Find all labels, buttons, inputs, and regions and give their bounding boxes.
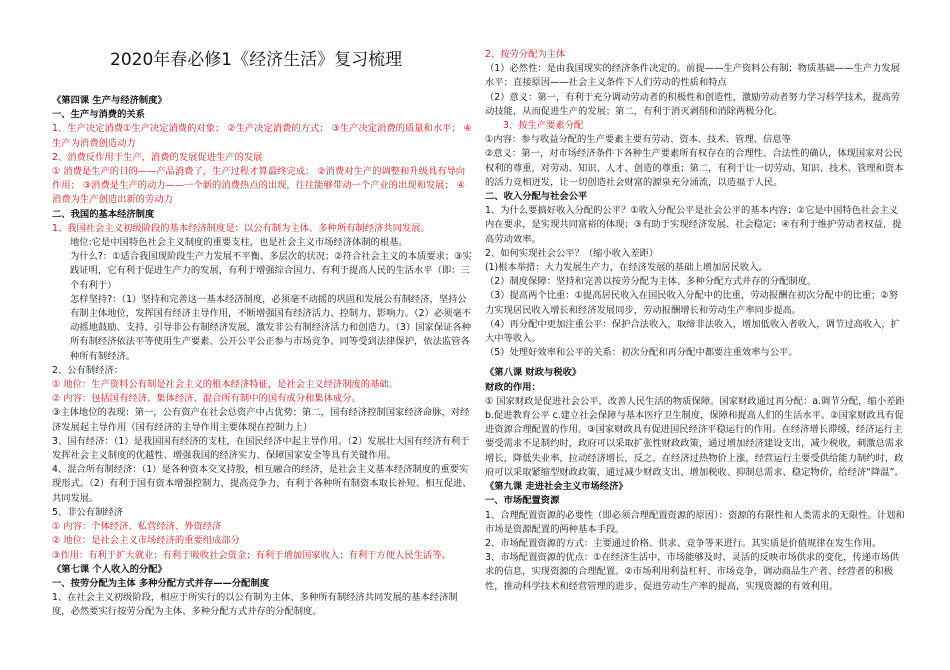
paragraph: 地位:它是中国特色社会主义制度的重要支柱，也是社会主义市场经济体制的根基。 [70,237,408,249]
paragraph: ② 内容：包括国有经济、集体经济、混合所有制中的国有成分和集体成分。 [52,393,361,405]
paragraph: 1、生产决定消费①生产决定消费的对象； ②生产决定消费的方式； ③生产决定消费的质量和水平； ④生产为消费创造动力 [52,123,472,149]
paragraph: ① 消费是生产的目的——产品消费了，生产过程才算最终完成； ②消费对生产的调整和升级具有导向作用； ③消费是生产的动力——一个新的消费热点的出现，往往能够带动一个产业的出现和发展； ④消费为生产创造出新的劳动力 [52,166,466,206]
paragraph: 2、如何实现社会公平？（缩小收入差距） [485,247,659,259]
paragraph: （5）处理好效率和公平的关系：初次分配和再分配中都要注重效率与公平。 [485,347,798,359]
paragraph: 2、市场配置资源的方式：主要通过价格、供求、竞争等来进行。其实质是价值规律在发生作用。 [485,537,882,549]
paragraph: ① 地位：生产资料公有制是社会主义的根本经济特征，是社会主义经济制度的基础。 [52,379,398,391]
paragraph: ③主体地位的表现：第一，公有资产在社会总资产中占优势；第二，国有经济控制国家经济命脉，对经济发展起主导作用（国有经济的主导作用主要体现在控制力上） [52,407,470,433]
paragraph: 2、公有制经济： [52,364,123,376]
section-heading: 一、生产与消费的关系 [52,109,145,121]
paragraph: ③作用：有利于扩大就业；有利于吸收社会资金；有利于增加国家收入；有利于方便人民生活等。 [52,549,451,561]
paragraph: ①内容：参与收益分配的生产要素主要有劳动、资本、技术、管理、信息等 [485,134,791,146]
lesson8-heading: 《第八课 财政与税收》 [485,367,582,379]
paragraph: （2）意义：第一，有利于充分调动劳动者的积极性和创造性，激励劳动者努力学习科学技术，提高劳动技能，从而促进生产的发展；第二，有利于消灭剥削和消除两极分化。 [485,91,900,117]
paragraph: （3）提高两个比重：①提高居民收入在国民收入分配中的比重，劳动报酬在初次分配中的比重；②努力实现居民收入增长和经济发展同步，劳动报酬增长和劳动生产率同步提高。 [485,290,899,316]
paragraph: (1)根本举措：大力发展生产力，在经济发展的基础上增加居民收入。 [485,262,768,274]
paragraph: 为什么?：①适合我国现阶段生产力发展不平衡、多层次的状况；②符合社会主义的本质要求；③实践证明，它有利于促进生产力的发展，有利于增强综合国力、有利于提高人民的生活水平（即：三个有利于） [70,251,472,291]
section-heading: 二、我国的基本经济制度 [52,208,155,220]
paragraph: ① 内容：个体经济、私营经济、外资经济 [52,521,222,533]
paragraph: 5、非公有制经济 [52,506,123,518]
paragraph: 4、混合所有制经济：（1）是各种资本交叉持股，相互融合的经济，是社会主义基本经济制度的重要实现形式。（2）有利于国有资本增强控制力，提高竞争力，有利于各种所有制资本取长补短、相互促进、共同发展。 [52,464,472,504]
left-column [52,94,472,620]
paragraph: 3、国有经济：（1）是我国国有经济的支柱，在国民经济中起主导作用。（2）发展壮大国有经济有利于发挥社会主义制度的优越性、增强我国的经济实力、保障国家安全等具有关键作用。 [52,435,470,462]
section-heading: 一、市场配置资源 [485,495,560,507]
paragraph: ① 国家财政是促进社会公平，改善人民生活的物质保障。国家财政通过再分配：a.调节分配，缩小差距 b.促进教育公平 c.建立社会保障与基本医疗卫生制度，保障和提高人们的生活水平。②国家财政具有促进资源合理配置的作用。③国家财政具有促进国民经济平稳运行的作用。在经济增长滞缓，经济运行主要受需求不足制约时，政府可以采取扩张性财政政策，通过增加经济建设支出，减少税收，刺激总需求增长，降低失业率，拉动经济增长，反之，在经济过热物价上涨，经营运行主要受供给能力制约时，政府可以采取紧缩型财政政策，通过减少财政支出、增加税收、抑制总需求、稳定物价，给经济“降温”。 [485,395,905,478]
section-heading: 财政的作用： [485,381,541,393]
right-column [485,48,905,594]
paragraph: （4）再分配中更加注重公平：保护合法收入，取缔非法收入，增加低收入者收入，调节过高收入，扩大中等收入。 [485,318,900,345]
lesson9-heading: 《第九课 走进社会主义市场经济》 [485,481,628,493]
paragraph: 2、消费反作用于生产，消费的发展促进生产的发展 [52,151,263,163]
page-title: 2020年春必修1《经济生活》复习梳理 [110,50,403,70]
paragraph: 3、市场配置资源的优点：①在经济生活中，市场能够及时、灵活的反映市场供求的变化，传递市场供求的信息，实现资源的合理配置。②市场利用利益杠杆、市场竞争，调动商品生产者、经营者的积极性，推动科学技术和经营管理的进步，促进劳动生产率的提高，实现资源的有效利用。 [485,552,900,592]
paragraph: （1）必然性：是由我国现实的经济条件决定的。前提——生产资料公有制；物质基础——生产力发展水平；直接原因——社会主义条件下人们劳动的性质和特点 [485,63,900,89]
paragraph: （2）制度保障：坚持和完善以按劳分配为主体、多种分配方式并存的分配制度。 [485,276,817,288]
paragraph: 1、为什么要搞好收入分配的公平？①收入分配公平是社会公平的基本内容；②它是中国特色社会主义内在要求，是实现共同富裕的体现；③有助于实现经济发展、社会稳定；④有利于维护劳动者权益，提高劳动效率。 [485,205,902,245]
section-heading: 2、按劳分配为主体 [485,49,566,60]
lesson7-heading: 《第七课 个人收入的分配》 [52,563,167,575]
section-heading: 一、按劳分配为主体 多种分配方式并存——分配制度 [52,577,270,589]
section-heading: 二、收入分配与社会公平 [485,191,588,203]
paragraph: 1、我国社会主义初级阶段的基本经济制度是：以公有制为主体、多种所有制经济共同发展。 [52,222,430,234]
paragraph: ②意义：第一，对市场经济条件下各种生产要素所有权存在的合理性、合法性的确认，体现国家对公民权利的尊重，对劳动、知识、人才、创造的尊重；第二，有利于让一切劳动、知识、技术、管理和资本的活力竞相迸发，让一切创造社会财富的源泉充分涌流，以造福于人民。 [485,148,904,188]
paragraph: 怎样坚持?：（1）坚持和完善这一基本经济制度，必须毫不动摇的巩固和发展公有制经济，坚持公有制主体地位，发挥国有经济主导作用，不断增强国有经济活力、控制力、影响力。（2）必须毫不动摇地鼓励、支持、引导非公有制经济发展，激发非公有制经济活力和创造力。（3）国家保证各种所有制经济依法平等使用生产要素、公开公平公正参与市场竞争、同等受到法律保护，依法监管各种所有制经济。 [70,293,472,362]
paragraph: 1、在社会主义初级阶段，相应于所实行的以公有制为主体、多种所有制经济共同发展的基本经济制度，必然要实行按劳分配为主体、多种分配方式并存的分配制度。 [52,592,458,618]
section-heading: 3、按生产要素分配 [503,120,584,132]
paragraph: ② 地位：是社会主义市场经济的重要组成部分 [52,535,240,547]
lesson4-heading: 《第四课 生产与经济制度》 [52,95,167,106]
paragraph: 1、合理配置资源的必要性（即必须合理配置资源的原因）：资源的有限性和人类需求的无限性。计划和市场是资源配置的两种基本手段。 [485,509,905,535]
